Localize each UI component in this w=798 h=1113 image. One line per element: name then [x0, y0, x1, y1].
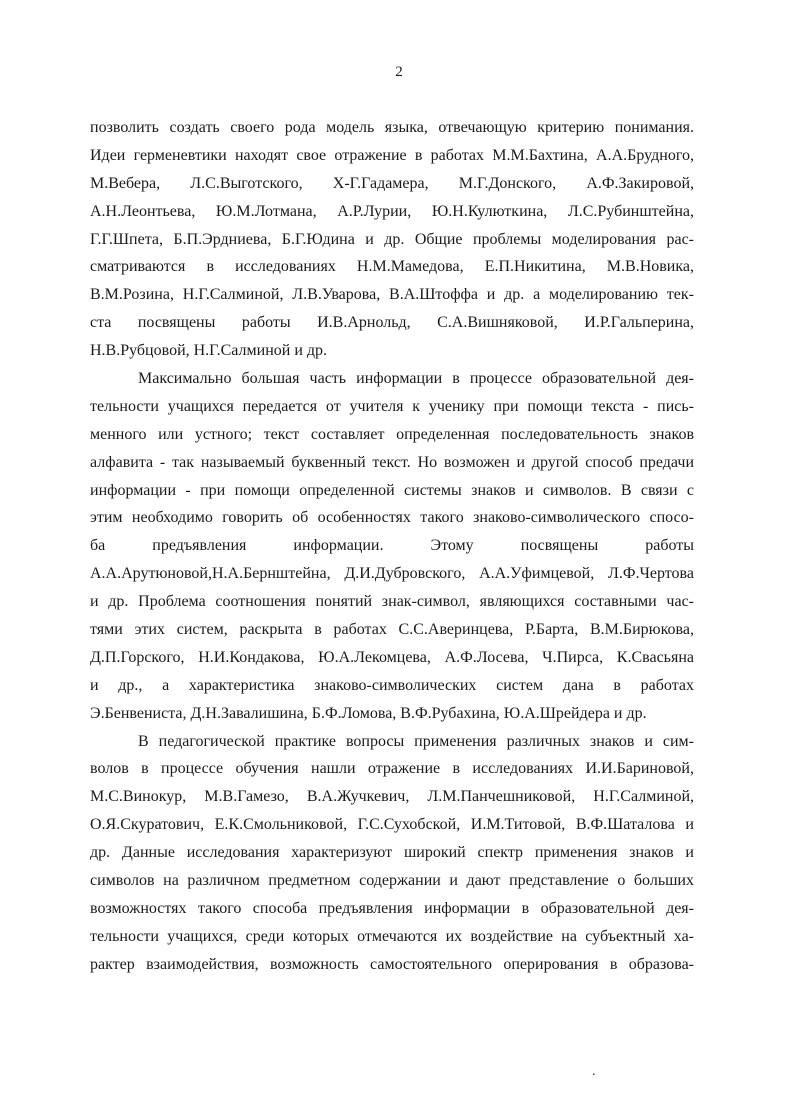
text-line: Идеи герменевтики находят свое отражение в работах М.М.Бахтина, А.А.Брудного,: [90, 146, 694, 164]
text-line: ба предъявления информации. Этому посвящены работы: [90, 537, 694, 555]
text-line: ста посвящены работы И.В.Арнольд, С.А.Вишняковой, И.Р.Гальперина,: [90, 314, 694, 332]
text-line: Э.Бенвениста, Д.Н.Завалишина, Б.Ф.Ломова, В.Ф.Рубахина, Ю.А.Шрейдера и др.: [90, 704, 647, 722]
text-line: возможностях такого способа предъявления информации в образовательной дея-: [90, 899, 694, 917]
trailing-mark: .: [592, 1064, 596, 1079]
text-line: Д.П.Горского, Н.И.Кондакова, Ю.А.Лекомцева, А.Ф.Лосева, Ч.Пирса, К.Свасьяна: [90, 648, 694, 666]
text-line: и др. Проблема соотношения понятий знак-символ, являющихся составными час-: [90, 593, 694, 611]
text-line: В педагогической практике вопросы применения различных знаков и сим-: [138, 732, 694, 750]
text-line: Н.В.Рубцовой, Н.Г.Салминой и др.: [90, 342, 328, 360]
text-line: тельности учащихся, среди которых отмечаются их воздействие на субъектный ха-: [90, 927, 694, 945]
text-line: Г.Г.Шпета, Б.П.Эрдниева, Б.Г.Юдина и др. Общие проблемы моделирования рас-: [90, 230, 694, 248]
text-line: М.Вебера, Л.С.Выготского, Х-Г.Гадамера, М.Г.Донского, А.Ф.Закировой,: [90, 174, 694, 192]
text-line: волов в процессе обучения нашли отражение в исследованиях И.И.Бариновой,: [90, 760, 694, 778]
text-line: М.С.Винокур, М.В.Гамезо, В.А.Жучкевич, Л.М.Панчешниковой, Н.Г.Салминой,: [90, 788, 694, 806]
text-line: тельности учащихся передается от учителя к ученику при помощи текста - пись-: [90, 397, 694, 415]
text-line: менного или устного; текст составляет определенная последовательность знаков: [90, 425, 694, 443]
text-line: тями этих систем, раскрыта в работах С.С.Аверинцева, Р.Барта, В.М.Бирюкова,: [90, 621, 694, 639]
text-line: др. Данные исследования характеризуют широкий спектр применения знаков и: [90, 844, 694, 862]
page-number: 2: [395, 64, 403, 80]
paragraph-3: [90, 728, 694, 979]
text-line: этим необходимо говорить об особенностях такого знаково-символического спосо-: [90, 509, 694, 527]
text-line: В.М.Розина, Н.Г.Салминой, Л.В.Уварова, В.А.Штоффа и др. а моделированию тек-: [90, 286, 694, 304]
text-line: сматриваются в исследованиях Н.М.Мамедова, Е.П.Никитина, М.В.Новика,: [90, 258, 694, 276]
text-line: О.Я.Скуратович, Е.К.Смольниковой, Г.С.Сухобской, И.М.Титовой, В.Ф.Шаталова и: [90, 816, 694, 834]
text-line: и др., а характеристика знаково-символических систем дана в работах: [90, 676, 694, 694]
text-line: Максимально большая часть информации в процессе образовательной дея-: [138, 370, 694, 388]
paragraph-2: [90, 365, 694, 728]
text-line: алфавита - так называемый буквенный текст. Но возможен и другой способ предачи: [90, 453, 694, 471]
text-line: А.Н.Леонтьева, Ю.М.Лотмана, А.Р.Лурии, Ю.Н.Кулюткина, Л.С.Рубинштейна,: [90, 202, 694, 220]
body-text: [90, 114, 694, 979]
text-line: рактер взаимодействия, возможность самостоятельного оперирования в образова-: [90, 955, 694, 973]
paragraph-1: [90, 114, 694, 365]
text-line: позволить создать своего рода модель языка, отвечающую критерию понимания.: [90, 119, 694, 136]
text-line: информации - при помощи определенной системы знаков и символов. В связи с: [90, 481, 694, 499]
text-line: символов на различном предметном содержании и дают представление о больших: [90, 872, 694, 890]
text-line: А.А.Арутюновой,Н.А.Бернштейна, Д.И.Дубровского, А.А.Уфимцевой, Л.Ф.Чертова: [90, 565, 694, 583]
